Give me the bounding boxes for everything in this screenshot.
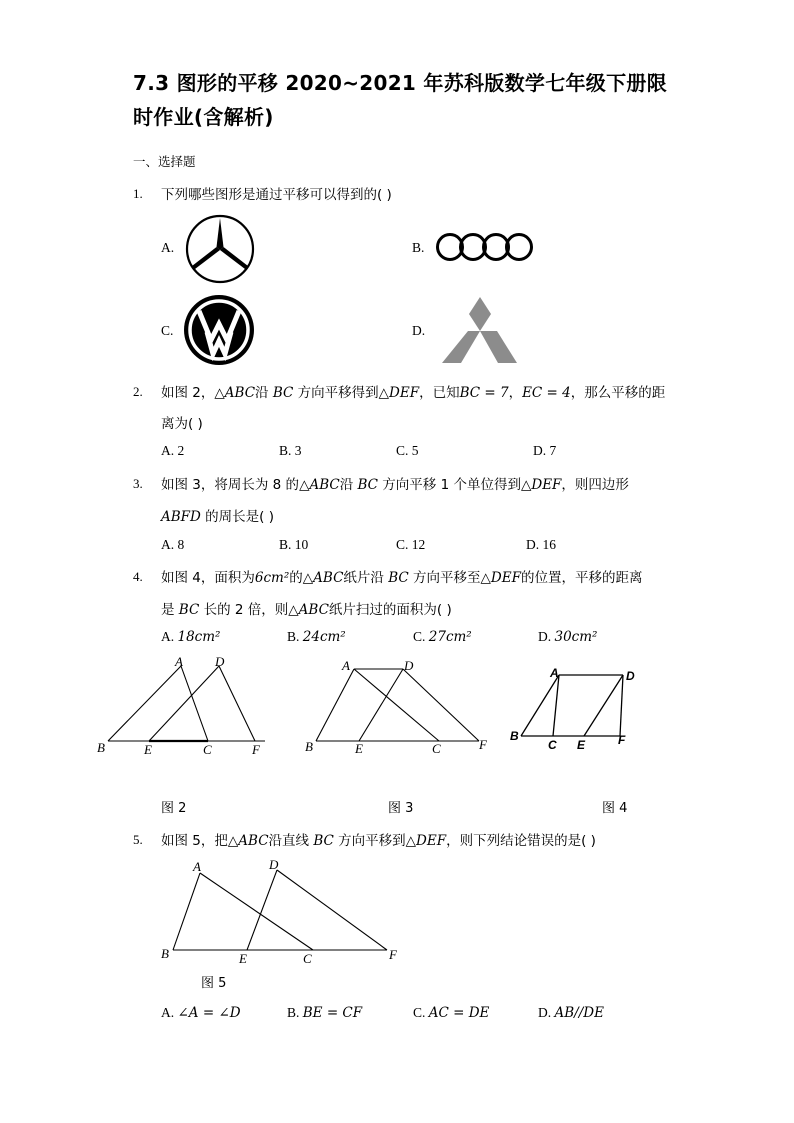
question-1-option-a[interactable]: A. [161, 240, 175, 255]
q4-option-b-value: 24cm² [302, 629, 346, 645]
q5-text-a: 如图 5，把 [161, 833, 228, 849]
fig2-label-a: A [175, 654, 183, 669]
fig3-label-d: D [404, 658, 414, 673]
q5-text-d: ，则下列结论错误的是( ) [446, 833, 596, 849]
question-1-option-d[interactable]: D. [412, 323, 426, 338]
fig2-label-d: D [215, 654, 225, 669]
figure-4-caption: 图 4 [602, 801, 628, 816]
fig5-label-f: F [389, 947, 397, 962]
title-line-2: 时作业(含解析) [133, 105, 274, 129]
q2-equation-bc: BC = 7 [459, 385, 509, 401]
fig3-label-a: A [342, 658, 350, 673]
fig4-label-a: A [550, 666, 559, 680]
q3-text-a: 如图 3，将周长为 8 的 [161, 477, 300, 493]
question-4-number: 4. [133, 569, 143, 584]
volkswagen-logo [183, 294, 255, 366]
fig2-label-b: B [97, 740, 105, 755]
figure-3 [302, 652, 497, 762]
question-1-option-b[interactable]: B. [412, 240, 425, 255]
section-heading: 一、选择题 [133, 154, 196, 169]
question-3-line-1 [161, 473, 629, 493]
fig3-label-f: F [479, 737, 487, 752]
q4-text-f: 是 [161, 602, 179, 618]
mitsubishi-logo [439, 295, 521, 367]
question-5-line-1 [161, 829, 596, 849]
q5-option-d-letter: D. [538, 1005, 552, 1020]
q2-segment-bc: BC [272, 385, 294, 401]
question-2-line-2: 离为( ) [161, 416, 203, 432]
q4-text-e: 的位置，平移的距离 [520, 570, 643, 586]
q2-text-c: 方向平移得到 [293, 385, 379, 401]
question-1-option-c[interactable]: C. [161, 323, 174, 338]
q5-option-c-letter: C. [413, 1005, 426, 1020]
figure-2 [95, 652, 275, 762]
fig4-label-e: E [577, 738, 586, 752]
question-2-option-d[interactable]: D. 7 [533, 443, 557, 458]
fig3-label-e: E [355, 741, 363, 756]
fig3-label-c: C [432, 741, 441, 756]
question-3-number: 3. [133, 476, 143, 491]
q5-option-b-letter: B. [287, 1005, 300, 1020]
fig4-label-d: D [626, 669, 635, 683]
question-4-option-b[interactable] [287, 629, 346, 645]
q3-triangle-abc: △ABC [299, 477, 340, 493]
q2-triangle-def: △DEF [378, 385, 420, 401]
q2-text-a: 如图 2， [161, 385, 215, 401]
document-title [133, 66, 693, 134]
q4-option-b-letter: B. [287, 629, 300, 644]
question-5-number: 5. [133, 832, 143, 847]
q5-option-a-value: ∠A = ∠D [177, 1005, 241, 1021]
question-4-option-d[interactable] [538, 629, 597, 645]
fig5-label-b: B [161, 946, 169, 961]
q5-triangle-abc: △ABC [227, 833, 269, 849]
q5-triangle-def: △DEF [405, 833, 447, 849]
question-2-line-1 [161, 381, 665, 401]
question-4-line-2 [161, 598, 452, 618]
q4-area: 6cm² [254, 570, 290, 586]
q3-text-d: ，则四边形 [561, 477, 629, 493]
audi-rings-logo [436, 231, 534, 263]
question-4-line-1 [161, 566, 642, 586]
q3-text-c: 方向平移 1 个单位得到 [378, 477, 521, 493]
question-2-option-b[interactable]: B. 3 [279, 443, 302, 458]
fig5-label-e: E [239, 951, 247, 966]
question-4-option-a[interactable] [161, 629, 220, 645]
figure-5 [155, 855, 405, 970]
q2-triangle-abc: △ABC [214, 385, 256, 401]
q2-equation-ec: EC = 4 [522, 385, 571, 401]
q4-option-c-value: 27cm² [428, 629, 472, 645]
q4-option-d-letter: D. [538, 629, 552, 644]
q5-segment-bc: BC [313, 833, 334, 849]
fig2-label-c: C [203, 742, 212, 757]
q3-triangle-def: △DEF [520, 477, 562, 493]
q4-text-d: 方向平移至 [408, 570, 481, 586]
q4-segment-bc-2: BC [178, 602, 200, 618]
question-2-option-a[interactable]: A. 2 [161, 443, 185, 458]
q3-text-b: 沿 [339, 477, 358, 493]
question-5-option-b[interactable] [287, 1005, 362, 1021]
fig2-label-f: F [252, 742, 260, 757]
q4-text-g: 长的 2 倍，则 [199, 602, 289, 618]
q4-segment-bc: BC [388, 570, 409, 586]
question-4-option-c[interactable] [413, 629, 472, 645]
q4-triangle-def: △DEF [480, 570, 521, 586]
question-3-option-a[interactable]: A. 8 [161, 537, 185, 552]
fig4-label-b: B [510, 729, 519, 743]
q2-comma: ， [508, 385, 523, 401]
fig5-label-c: C [303, 951, 312, 966]
q4-text-c: 纸片沿 [343, 570, 389, 586]
fig3-label-b: B [305, 739, 313, 754]
q5-text-c: 方向平移到 [333, 833, 406, 849]
question-3-option-d[interactable]: D. 16 [526, 537, 556, 552]
q5-option-d-value: AB//DE [554, 1005, 604, 1021]
figure-4 [508, 662, 644, 754]
q4-triangle-abc-2: △ABC [288, 602, 329, 618]
q3-quadrilateral-abfd: ABFD [161, 509, 201, 525]
fig5-label-a: A [193, 859, 201, 874]
q5-option-b-value: BE = CF [302, 1005, 363, 1021]
q4-text-b: 的 [289, 570, 303, 586]
title-line-1: 7.3 图形的平移 2020~2021 年苏科版数学七年级下册限 [133, 71, 668, 95]
figure-3-caption: 图 3 [388, 801, 414, 816]
question-3-option-c[interactable]: C. 12 [396, 537, 426, 552]
fig4-label-f: F [618, 733, 626, 747]
fig2-label-e: E [144, 742, 152, 757]
question-2-option-c[interactable]: C. 5 [396, 443, 419, 458]
question-3-line-2 [161, 505, 274, 525]
figure-2-caption: 图 2 [161, 801, 187, 816]
fig5-label-d: D [269, 857, 279, 872]
q2-text-e: ，那么平移的距 [570, 385, 666, 401]
q4-option-a-letter: A. [161, 629, 175, 644]
q4-text-a: 如图 4，面积为 [161, 570, 255, 586]
q3-text-e: 的周长是( ) [200, 509, 274, 525]
q5-option-c-value: AC = DE [428, 1005, 490, 1021]
mercedes-logo [184, 213, 256, 285]
figure-5-caption: 图 5 [201, 976, 227, 991]
fig4-label-c: C [548, 738, 557, 752]
question-5-option-d[interactable] [538, 1005, 604, 1021]
q2-text-d: ，已知 [419, 385, 460, 401]
q4-text-h: 纸片扫过的面积为( ) [328, 602, 452, 618]
q4-triangle-abc: △ABC [302, 570, 344, 586]
question-2-number: 2. [133, 384, 143, 399]
q4-option-d-value: 30cm² [554, 629, 598, 645]
question-5-option-c[interactable] [413, 1005, 489, 1021]
q5-option-a-letter: A. [161, 1005, 175, 1020]
q4-option-a-value: 18cm² [177, 629, 221, 645]
q3-segment-bc: BC [357, 477, 379, 493]
question-1-text: 下列哪些图形是通过平移可以得到的( ) [161, 187, 392, 203]
question-1-number: 1. [133, 186, 143, 201]
q5-text-b: 沿直线 [268, 833, 314, 849]
question-5-option-a[interactable] [161, 1005, 241, 1021]
q2-text-b: 沿 [255, 385, 273, 401]
q4-option-c-letter: C. [413, 629, 426, 644]
question-3-option-b[interactable]: B. 10 [279, 537, 309, 552]
